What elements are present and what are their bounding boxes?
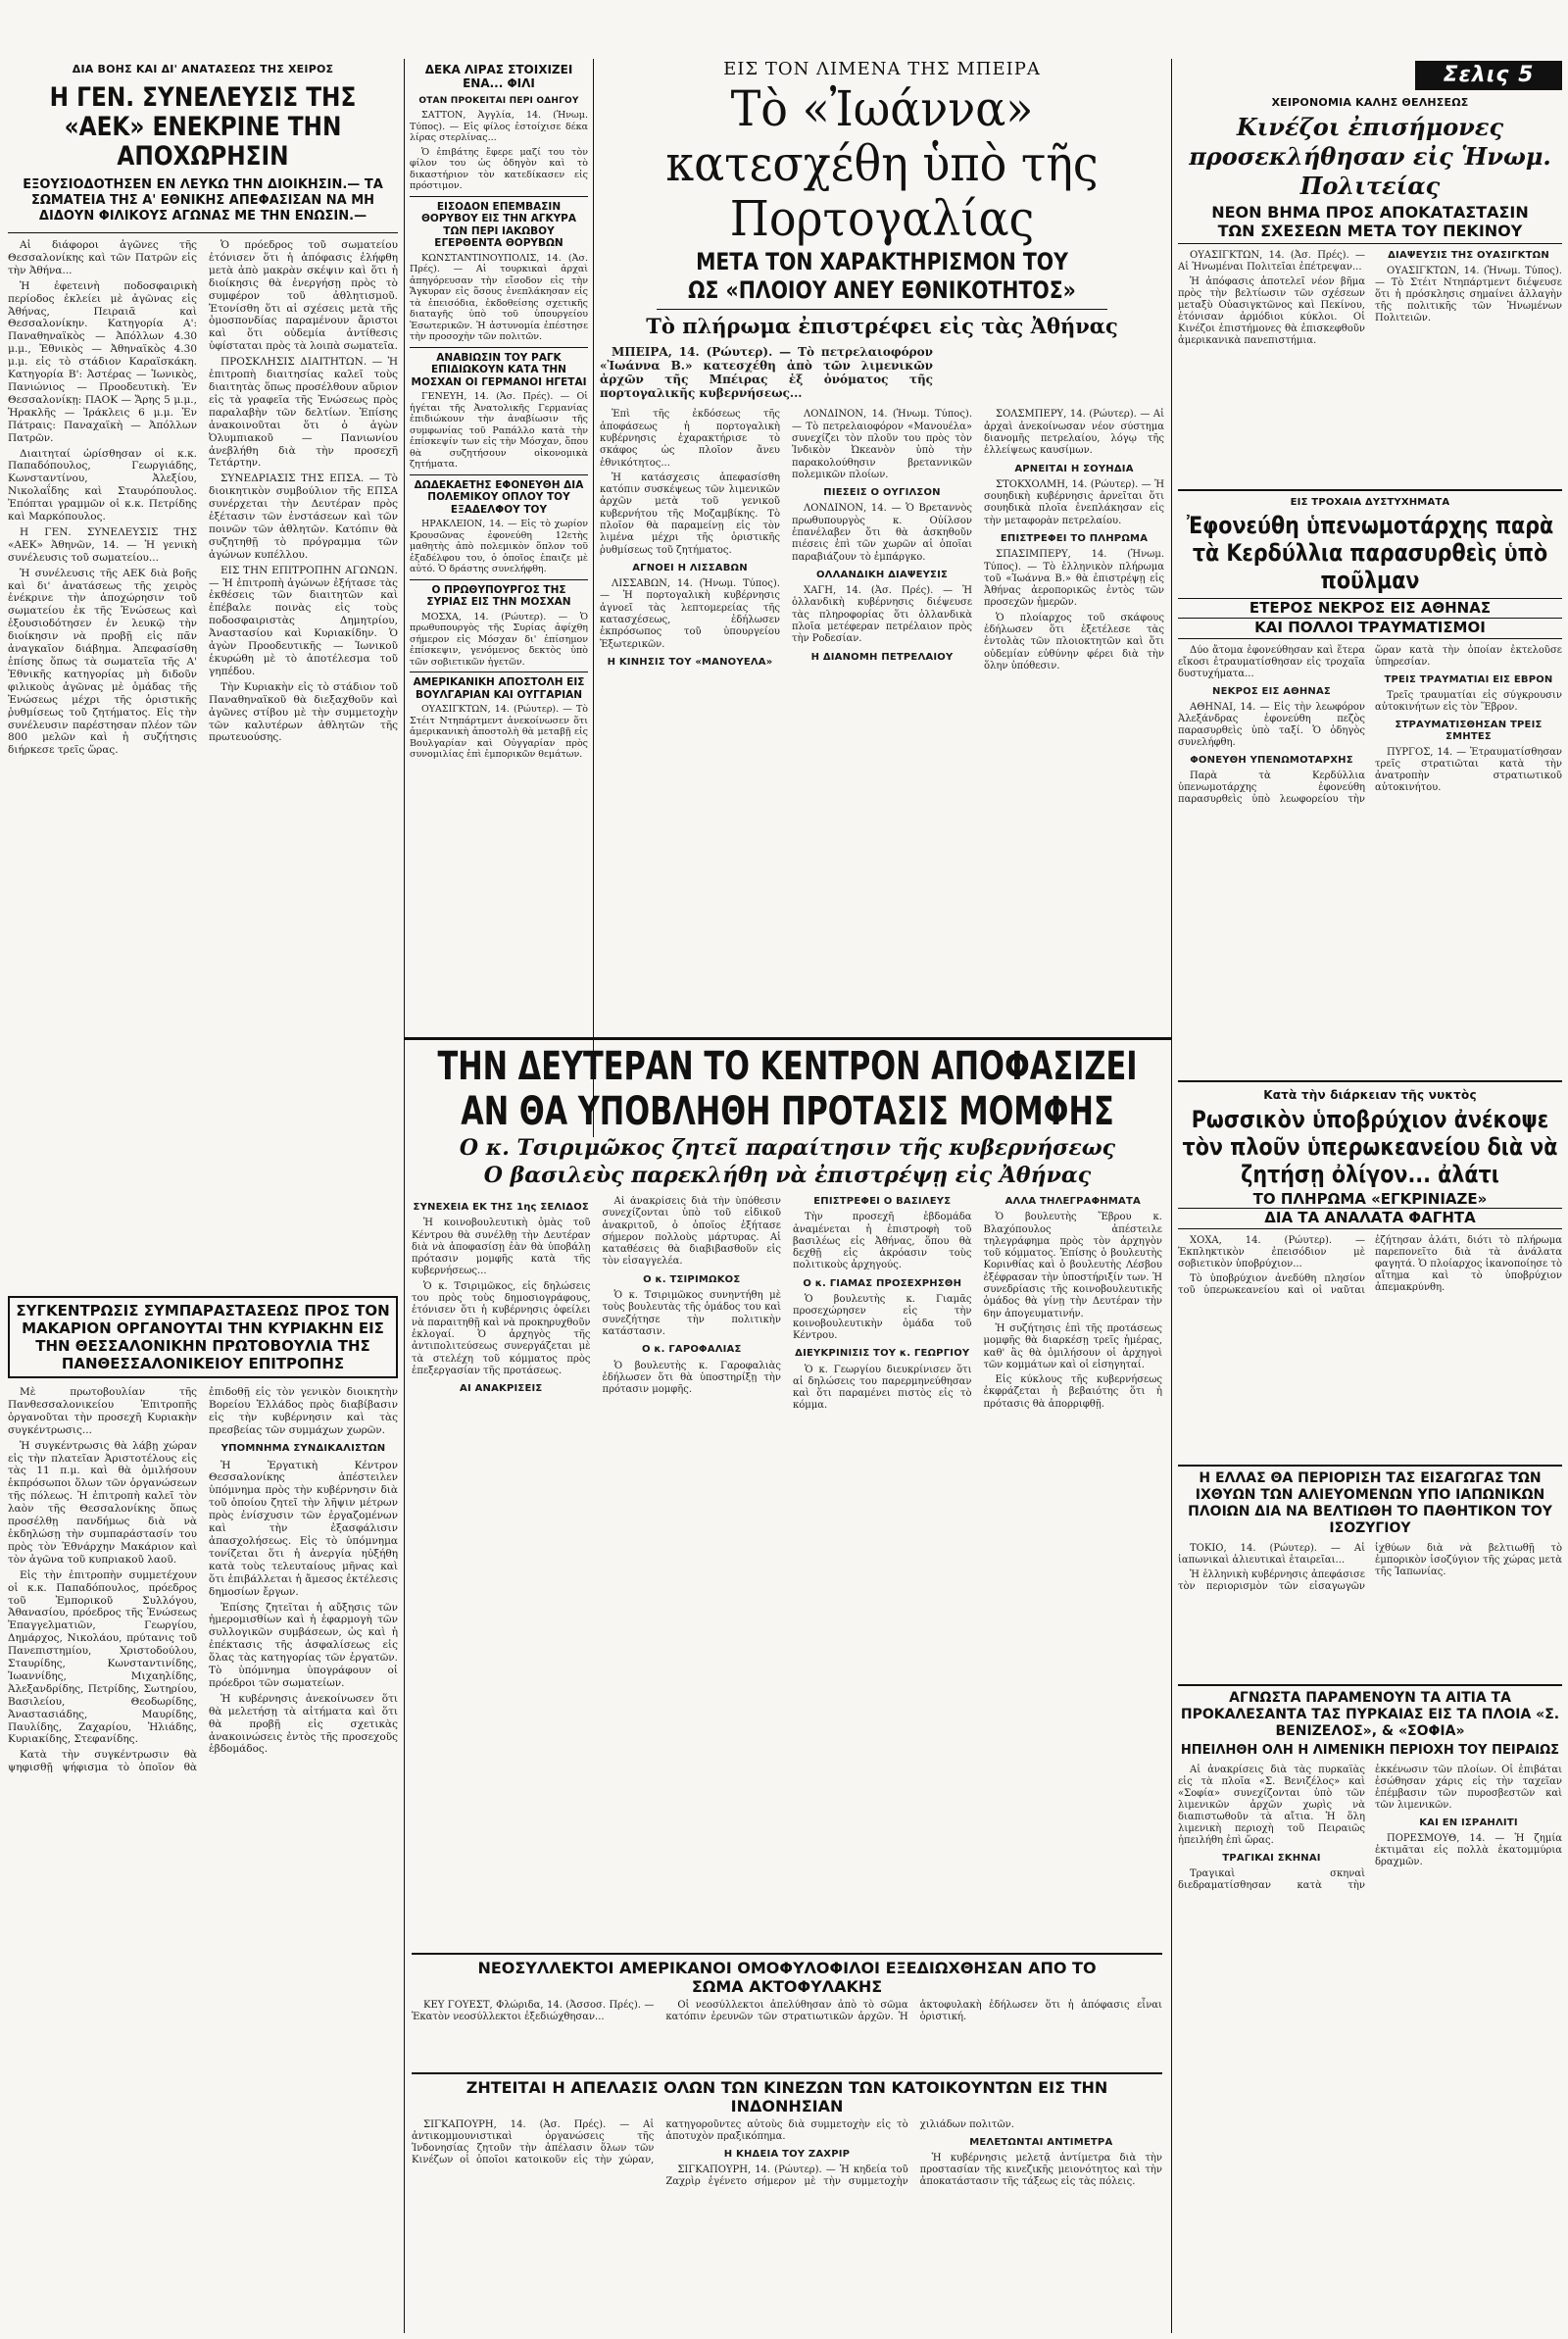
accidents-headline: Ἐφονεύθη ὑπενωμοτάρχης παρὰ τὰ Κερδύλλια παρασυρθεὶς ὑπὸ ποῦλμαν xyxy=(1186,511,1554,594)
aek-deck: ΕΞΟΥΣΙΟΔΟΤΗΣΕΝ ΕΝ ΛΕΥΚΩ ΤΗΝ ΔΙΟΙΚΗΣΙΝ.— ΤΑ ΣΩΜΑΤΕΙΑ ΤΗΣ Α' ΕΘΝΙΚΗΣ ΑΠΕΦΑΣΙΣΑΝ ΝΑ ΜΗ ΔΙΔΟΥΝ ΦΙΛΙΚΟΥΣ ΑΓΩΝΑΣ ΜΕ ΤΗΝ ΕΝΩΣΙΝ.— xyxy=(23,177,383,224)
divider xyxy=(410,347,588,348)
makarios-box xyxy=(8,1296,398,1378)
briefs-body-1: ΣΑΤΤΟΝ, Ἀγγλία, 14. (Ἡνωμ. Τύπος). — Εἰς φίλος ἐστοίχισε δέκα λίρας στερλίνας... Ὁ ἐπιβάτης ἔφερε μαζί του τὸν φίλον του ὡς ὁδηγὸν καὶ τὸ δικαστήριον τὸν κατεδίκασεν εἰς πρόστιμον. xyxy=(410,110,588,191)
divider xyxy=(410,474,588,475)
center-party-banner xyxy=(404,1037,1171,1194)
egsor-headline: ΕΙΣΟΔΟΝ ΕΠΕΜΒΑΣΙΝ ΘΟΡΥΒΟΥ ΕΙΣ ΤΗΝ ΑΓΚΥΡΑ ΤΩΝ ΠΕΡΙ ΙΑΚΩΒΟΥ ΕΓΕΡΘΕΝΤΑ ΘΟΡΥΒΩΝ xyxy=(420,200,577,249)
ioanna-headline: Τὸ «Ἰωάννα» κατεσχέθη ὑπὸ τῆς Πορτογαλίας xyxy=(665,79,1099,247)
fish-headline: Η ΕΛΛΑΣ ΘΑ ΠΕΡΙΟΡΙΣΗ ΤΑΣ ΕΙΣΑΓΩΓΑΣ ΤΩΝ ΙΧΘΥΩΝ ΤΩΝ ΑΛΙΕΥΟΜΕΝΩΝ ΥΠΟ ΙΑΠΩΝΙΚΩΝ ΠΛΟΙΩΝ ΔΙΑ ΝΑ ΒΕΛΤΙΩΘΗ ΤΟ ΠΑΘΗΤΙΚΟΝ ΤΟΥ ΙΣΟΖΥΓΙΟΥ xyxy=(1188,1469,1552,1536)
ioanna-lead: ΜΠΕΙΡΑ, 14. (Ρώυτερ). — Τὸ πετρελαιοφόρον «Ἰωάννα Β.» κατεσχέθη ἀπὸ τῶν λιμενικῶν ἀρχῶν τῆς Μπέιρας ἐξ ὀνόματος τῆς πορτογαλικῆς κυβερνήσεως... xyxy=(600,345,933,401)
divider xyxy=(404,1037,1171,1040)
submarine-deck-1: ΤΟ ΠΛΗΡΩΜΑ «ΕΓΚΡΙΝΙΑΖΕ» xyxy=(1252,1190,1488,1209)
accidents-sub-soldiers: ΣΤΡΑΥΜΑΤΙΣΘΗΣΑΝ ΤΡΕΙΣ ΣΜΗΤΕΣ xyxy=(1395,720,1543,743)
divider xyxy=(412,2072,1162,2074)
twelve-year-old-headline: ΔΩΔΕΚΑΕΤΗΣ ΕΦΟΝΕΥΘΗ ΔΙΑ ΠΟΛΕΜΙΚΟΥ ΟΠΛΟΥ ΤΟΥ ΕΞΑΔΕΛΦΟΥ ΤΟΥ xyxy=(414,478,584,516)
column-rule xyxy=(593,59,594,1137)
makarios-headline: ΣΥΓΚΕΝΤΡΩΣΙΣ ΣΥΜΠΑΡΑΣΤΑΣΕΩΣ ΠΡΟΣ ΤΟΝ ΜΑΚΑΡΙΟΝ ΟΡΓΑΝΟΥΤΑΙ ΤΗΝ ΚΥΡΙΑΚΗΝ ΕΙΣ ΤΗΝ ΘΕΣΣΑΛΟΝΙΚΗΝ ΠΡΩΤΟΒΟΥΛΙΑ ΤΗΣ ΠΑΝΘΕΣΣΑΛΟΝΙΚΕΙΟΥ ΕΠΙΤΡΟΠΗΣ xyxy=(16,1302,390,1372)
indonesia-sub-funeral: Η ΚΗΔΕΙΑ ΤΟΥ ΖΑΧΡΙΡ xyxy=(723,2149,851,2160)
submarine-headline: Ρωσσικὸν ὑποβρύχιον ἀνέκοψε τὸν πλοῦν ὑπερωκεανείου διὰ νὰ ζητήσῃ ὀλίγον... ἀλάτι xyxy=(1182,1106,1558,1189)
sub-tsirimokos: Ο κ. ΤΣΙΡΙΜΩΚΟΣ xyxy=(643,1273,741,1285)
briefs-body-6: ΟΥΑΣΙΓΚΤΩΝ, 14. (Ρώυτερ). — Τὸ Στέιτ Ντηπάρτμεντ ἀνεκοίνωσεν ὅτι ἀμερικανικὴ ἀποστολὴ θὰ μεταβῇ εἰς Βουλγαρίαν καὶ Οὐγγαρίαν πρὸς συνομιλίας ἐπὶ ἐμπορικῶν θεμάτων. xyxy=(410,704,588,760)
accidents-sub-corporal: ΦΟΝΕΥΘΗ ΥΠΕΝΩΜΟΤΑΡΧΗΣ xyxy=(1190,755,1353,767)
washington-denial-sub: ΔΙΑΨΕΥΣΙΣ ΤΗΣ ΟΥΑΣΙΓΚΤΩΝ xyxy=(1388,249,1549,261)
banner-line-2: ΑΝ ΘΑ ΥΠΟΒΛΗΘΗ ΠΡΟΤΑΣΙΣ ΜΟΜΦΗΣ xyxy=(461,1089,1114,1134)
ioanna-deck-3: Τὸ πλήρωμα ἐπιστρέφει εἰς τὰς Ἀθήνας xyxy=(646,314,1118,339)
fires-deck: ΗΠΕΙΛΗΘΗ ΟΛΗ Η ΛΙΜΕΝΙΚΗ ΠΕΡΙΟΧΗ ΤΟΥ ΠΕΙΡΑΙΩΣ xyxy=(1180,1742,1560,1758)
ioanna-body: Ἐπὶ τῆς ἐκδόσεως τῆς ἀποφάσεως ἡ πορτογαλικὴ κυβέρνησις ἐχαρακτήρισε τὸ σκάφος ὡς πλοῖον ἄνευ ἐθνικότητος... Ἡ κατάσχεσις ἀπεφασίσθη κατόπιν συσκέψεως τῶν λιμενικῶν ἀρχῶν μετὰ τοῦ γενικοῦ κυβερνήτου τῆς Μοζαμβίκης. Τὸ πλοῖον θὰ παραμείνῃ εἰς τὸν λιμένα μέχρι τῆς ὁριστικῆς ῥυθμίσεως τοῦ ζητήματος. ΑΓΝΟΕΙ Η ΛΙΣΣΑΒΩΝ ΛΙΣΣΑΒΩΝ, 14. (Ἡνωμ. Τύπος). — Ἡ πορτογαλικὴ κυβέρνησις ἀγνοεῖ τὰς λεπτομερείας τῆς κατασχέσεως, ἐδήλωσεν ἐκπρόσωπος τοῦ ὑπουργείου Ἐξωτερικῶν. Η ΚΙΝΗΣΙΣ ΤΟΥ «ΜΑΝΟΥΕΛΑ» ΛΟΝΔΙΝΟΝ, 14. (Ἡνωμ. Τύπος). — Τὸ πετρελαιοφόρον «Μανουέλα» συνεχίζει τὸν πλοῦν του πρὸς τὸν Ἰνδικὸν Ὠκεανὸν ὑπὸ τὴν παρακολούθησιν βρεταννικῶν πολεμικῶν πλοίων. ΠΙΕΣΕΙΣ Ο ΟΥΓΙΛΣΟΝ ΛΟΝΔΙΝΟΝ, 14. — Ὁ Βρεταννὸς πρωθυπουργὸς κ. Οὐίλσον ἐπανέλαβεν ὅτι θὰ ἀσκηθοῦν πιέσεις ἐπὶ τῶν χωρῶν αἱ ὁποῖαι παραβιάζουν τὸ ἐμπάργκο. ΟΛΛΑΝΔΙΚΗ ΔΙΑΨΕΥΣΙΣ ΧΑΓΗ, 14. (Ἀσ. Πρές). — Ἡ ὁλλανδικὴ κυβέρνησις διέψευσε τὰς πληροφορίας ὅτι ὁλλανδικὰ πλοῖα μετέφεραν πετρέλαιον πρὸς τὴν Ροδεσίαν. Η ΔΙΑΝΟΜΗ ΠΕΤΡΕΛΑΙΟΥ ΣΟΛΣΜΠΕΡΥ, 14. (Ρώυτερ). — Αἱ ἀρχαὶ ἀνεκοίνωσαν νέον σύστημα διανομῆς πετρελαίου, λόγῳ τῆς ἐλλείψεως καυσίμων. ΑΡΝΕΙΤΑΙ Η ΣΟΥΗΔΙΑ ΣΤΟΚΧΟΛΜΗ, 14. (Ρώυτερ). — Ἡ σουηδικὴ κυβέρνησις ἀρνεῖται ὅτι σουηδικὰ πλοῖα ἐνεπλάκησαν εἰς τὴν μεταφορὰν πετρελαίου. ΕΠΙΣΤΡΕΦΕΙ ΤΟ ΠΛΗΡΩΜΑ ΣΠΑΣΙΜΠΕΡΥ, 14. (Ἡνωμ. Τύπος). — Τὸ ἑλληνικὸν πλήρωμα τοῦ «Ἰωάννα Β.» θὰ ἐπιστρέψῃ εἰς Ἀθήνας ἀεροπορικῶς ἐντὸς τῶν προσεχῶν ἡμερῶν. Ὁ πλοίαρχος τοῦ σκάφους ἐδήλωσεν ὅτι ἐξετέλεσε τὰς ἐντολὰς τῶν πλοιοκτητῶν καὶ ὅτι οὐδεμίαν εὐθύνην φέρει διὰ τὴν ὅλην ὑπόθεσιν. xyxy=(600,409,1164,672)
divider xyxy=(1178,1684,1562,1686)
divider xyxy=(410,196,588,197)
china-deck-2: ΤΩΝ ΣΧΕΣΕΩΝ ΜΕΤΑ ΤΟΥ ΠΕΚΙΝΟΥ xyxy=(1178,224,1562,244)
ioanna-sub-dutch: ΟΛΛΑΝΔΙΚΗ ΔΙΑΨΕΥΣΙΣ xyxy=(815,569,949,580)
banner-sub-1: Ο κ. Τσιριμῶκος ζητεῖ παραίτησιν τῆς κυβερνήσεως xyxy=(459,1135,1116,1161)
briefs-column xyxy=(410,61,588,1139)
rapallo-headline: ΑΝΑΒΙΩΣΙΝ ΤΟΥ ΡΑΓΚ ΕΠΙΔΙΩΚΟΥΝ ΚΑΤΑ ΤΗΝ ΜΟΣΧΑΝ ΟΙ ΓΕΡΜΑΝΟΙ ΗΓΕΤΑΙ xyxy=(411,351,587,388)
fires-sub-scenes: ΤΡΑΓΙΚΑΙ ΣΚΗΝΑΙ xyxy=(1222,1852,1321,1864)
sub-telegrams: ΑΛΛΑ ΤΗΛΕΓΡΑΦΗΜΑΤΑ xyxy=(1004,1196,1141,1207)
divider xyxy=(412,1953,1162,1955)
sub-giamas: Ο κ. ΓΙΑΜΑΣ ΠΡΟΣΕΧΡΗΣΘΗ xyxy=(803,1277,962,1289)
aek-article xyxy=(8,61,398,2333)
right-column: Σελις 5 ΧΕΙΡΟΝΟΜΙΑ ΚΑΛΗΣ ΘΕΛΗΣΕΩΣ Κινέζοι ἐπισήμονες προσεκλήθησαν εἰς Ἡνωμ. Πολιτείας ΝΕΟΝ ΒΗΜΑ ΠΡΟΣ ΑΠΟΚΑΤΑΣΤΑΣΙΝ ΤΩΝ ΣΧΕΣΕΩΝ ΜΕΤΑ ΤΟΥ ΠΕΚΙΝΟΥ ΟΥΑΣΙΓΚΤΩΝ, 14. (Ἀσ. Πρές). — Αἱ Ἡνωμέναι Πολιτεῖαι ἐπέτρεψαν... Ἡ ἀπόφασις ἀποτελεῖ νέον βῆμα πρὸς τὴν βελτίωσιν τῶν σχέσεων μεταξὺ Οὐασιγκτῶνος καὶ Πεκίνου, ἐτόνισαν ἀρμόδιοι κύκλοι. Οἱ Κινέζοι ἐπιστήμονες θὰ ἐπισκεφθοῦν ἀμερικανικὰ πανεπιστήμια. ΔΙΑΨΕΥΣΙΣ ΤΗΣ ΟΥΑΣΙΓΚΤΩΝ ΟΥΑΣΙΓΚΤΩΝ, 14. (Ἡνωμ. Τύπος). — Τὸ Στέιτ Ντηπάρτμεντ διέψευσε ὅτι ἡ πρόσκλησις σημαίνει ἀλλαγὴν τῆς πολιτικῆς τῶν Ἡνωμένων Πολιτειῶν. ΕΙΣ ΤΡΟΧΑΙΑ ΔΥΣΤΥΧΗΜΑΤΑ Ἐφονεύθη ὑπενωμοτάρχης παρὰ τὰ Κερδύλλια παρασυρθεὶς ὑπὸ ποῦλμαν ΕΤΕΡΟΣ ΝΕΚΡΟΣ ΕΙΣ ΑΘΗΝΑΣ ΚΑΙ ΠΟΛΛΟΙ ΤΡΑΥΜΑΤΙΣΜΟΙ Δύο ἄτομα ἐφονεύθησαν καὶ ἕτερα εἴκοσι ἐτραυματίσθησαν εἰς τροχαῖα δυστυχήματα... ΝΕΚΡΟΣ ΕΙΣ ΑΘΗΝΑΣ ΑΘΗΝΑΙ, 14. — Εἰς τὴν λεωφόρον Ἀλεξάνδρας ἐφονεύθη πεζὸς παρασυρθεὶς ὑπὸ ταξί. Ὁ ὁδηγὸς συνελήφθη. ΦΟΝΕΥΘΗ ΥΠΕΝΩΜΟΤΑΡΧΗΣ Παρὰ τὰ Κερδύλλια ὑπενωμοτάρχης ἐφονεύθη παρασυρθεὶς ὑπὸ λεωφορείου τὴν ὥραν κατὰ τὴν ὁποίαν ἐκτελοῦσε ὑπηρεσίαν. ΤΡΕΙΣ ΤΡΑΥΜΑΤΙΑΙ ΕΙΣ ΕΒΡΟΝ Τρεῖς τραυματίαι εἰς σύγκρουσιν αὐτοκινήτων εἰς τὸν Ἕβρον. ΣΤΡΑΥΜΑΤΙΣΘΗΣΑΝ ΤΡΕΙΣ ΣΜΗΤΕΣ ΠΥΡΓΟΣ, 14. — Ἐτραυματίσθησαν τρεῖς στρατιῶται κατὰ τὴν ἀνατροπὴν στρατιωτικοῦ αὐτοκινήτου. Κατὰ τὴν διάρκειαν τῆς νυκτὸς Ρωσσικὸν ὑποβρύχιον ἀνέκοψε τὸν πλοῦν ὑπερωκεανείου διὰ νὰ ζητήσῃ ὀλίγον... ἀλάτι ΤΟ ΠΛΗΡΩΜΑ «ΕΓΚΡΙΝΙΑΖΕ» ΔΙΑ ΤΑ ΑΝΑΛΑΤΑ ΦΑΓΗΤΑ ΧΟΧΑ, 14. (Ρώυτερ). — Ἐκπληκτικὸν ἐπεισόδιον μὲ σοβιετικὸν ὑποβρύχιον... Τὸ ὑποβρύχιον ἀνεδύθη πλησίον τοῦ ὑπερωκεανείου καὶ οἱ ναῦται ἐζήτησαν ἀλάτι, διότι τὸ πλήρωμα παρεπονεῖτο διὰ τὰ ἀνάλατα φαγητά. Ὁ πλοίαρχος ἱκανοποίησε τὸ αἴτημα καὶ τὸ ὑποβρύχιον ἀπεμακρύνθη. Η ΕΛΛΑΣ ΘΑ ΠΕΡΙΟΡΙΣΗ ΤΑΣ ΕΙΣΑΓΩΓΑΣ ΤΩΝ ΙΧΘΥΩΝ ΤΩΝ ΑΛΙΕΥΟΜΕΝΩΝ ΥΠΟ ΙΑΠΩΝΙΚΩΝ ΠΛΟΙΩΝ ΔΙΑ ΝΑ ΒΕΛΤΙΩΘΗ ΤΟ ΠΑΘΗΤΙΚΟΝ ΤΟΥ ΙΣΟΖΥΓΙΟΥ ΤΟΚΙΟ, 14. (Ρώυτερ). — Αἱ ἰαπωνικαὶ ἁλιευτικαὶ ἑταιρεῖαι... Ἡ ἑλληνικὴ κυβέρνησις ἀπεφάσισε τὸν περιορισμὸν τῶν εἰσαγωγῶν ἰχθύων διὰ νὰ βελτιωθῇ τὸ ἐμπορικὸν ἰσοζύγιον τῆς χώρας μετὰ τῆς Ἰαπωνίας. ΑΓΝΩΣΤΑ ΠΑΡΑΜΕΝΟΥΝ ΤΑ ΑΙΤΙΑ ΤΑ ΠΡΟΚΑΛΕΣΑΝΤΑ ΤΑΣ ΠΥΡΚΑΙΑΣ ΕΙΣ ΤΑ ΠΛΟΙΑ «Σ. ΒΕΝΙΖΕΛΟΣ», & «ΣΟΦΙΑ» ΗΠΕΙΛΗΘΗ ΟΛΗ Η ΛΙΜΕΝΙΚΗ ΠΕΡΙΟΧΗ ΤΟΥ ΠΕΙΡΑΙΩΣ Αἱ ἀνακρίσεις διὰ τὰς πυρκαϊὰς εἰς τὰ πλοῖα «Σ. Βενιζέλος» καὶ «Σοφία» συνεχίζονται ὑπὸ τῶν λιμενικῶν ἀρχῶν χωρὶς νὰ διαπιστωθοῦν τὰ αἴτια. Ἡ ὅλη λιμενικὴ περιοχὴ τοῦ Πειραιῶς ἠπειλήθη ἐπὶ ὥρας. ΤΡΑΓΙΚΑΙ ΣΚΗΝΑΙ Τραγικαὶ σκηναὶ διεδραματίσθησαν κατὰ τὴν ἐκκένωσιν τῶν πλοίων. Οἱ ἐπιβάται ἐσώθησαν χάρις εἰς τὴν ταχεῖαν ἐπέμβασιν τῶν πυροσβεστῶν καὶ τῶν λιμενικῶν. ΚΑΙ ΕΝ ΙΣΡΑΗΛΙΤΙ ΠΟΡΕΣΜΟΥΘ, 14. — Ἡ ζημία ἐκτιμᾶται εἰς πολλὰ ἑκατομμύρια δραχμῶν. xyxy=(1178,63,1562,1891)
ioanna-kicker: ΕΙΣ ΤΟΝ ΛΙΜΕΝΑ ΤΗΣ ΜΠΕΙΡΑ xyxy=(723,61,1041,79)
banner-line-1: ΤΗΝ ΔΕΥΤΕΡΑΝ ΤΟ ΚΕΝΤΡΟΝ ΑΠΟΦΑΣΙΖΕΙ xyxy=(437,1044,1138,1089)
sub-georgiou: ΔΙΕΥΚΡΙΝΙΣΙΣ ΤΟΥ κ. ΓΕΩΡΓΙΟΥ xyxy=(795,1348,970,1360)
column-rule xyxy=(404,59,405,2333)
indonesia-headline: ΖΗΤΕΙΤΑΙ Η ΑΠΕΛΑΣΙΣ ΟΛΩΝ ΤΩΝ ΚΙΝΕΖΩΝ ΤΩΝ ΚΑΤΟΙΚΟΥΝΤΩΝ ΕΙΣ ΤΗΝ ΙΝΔΟΝΗΣΙΑΝ xyxy=(466,2078,1108,2115)
briefs-body-4: ΗΡΑΚΛΕΙΟΝ, 14. — Εἰς τὸ χωρίον Κρουσῶνας ἐφονεύθη 12ετὴς μαθητὴς ἀπὸ πολεμικὸν ὅπλον τοῦ ἐξαδέλφου του, ὁ ὁποῖος ἐπαιζε μὲ αὐτό. Ὁ δράστης συνελήφθη. xyxy=(410,519,588,574)
china-kicker: ΧΕΙΡΟΝΟΜΙΑ ΚΑΛΗΣ ΘΕΛΗΣΕΩΣ xyxy=(1271,96,1469,109)
syria-headline: Ο ΠΡΩΘΥΠΟΥΡΓΟΣ ΤΗΣ ΣΥΡΙΑΣ ΕΙΣ ΤΗΝ ΜΟΣΧΑΝ xyxy=(426,583,571,608)
divider xyxy=(8,232,398,233)
briefs-body-2: ΚΩΝΣΤΑΝΤΙΝΟΥΠΟΛΙΣ, 14. (Ἀσ. Πρές). — Αἱ τουρκικαὶ ἀρχαὶ ἀπηγόρευσαν τὴν εἴσοδον εἰς τὴν Ἄγκυραν εἰς ὅσους ἐνεπλάκησαν εἰς τὰ ἐπεισόδια, ἐκδοθείσης σχετικῆς διαταγῆς ὑπὸ τοῦ ὑπουργείου Ἐσωτερικῶν. Ἡ ἀστυνομία ἐπέστησε τὴν προσοχὴν τῶν πολιτῶν. xyxy=(410,252,588,342)
ten-pounds-headline: ΔΕΚΑ ΛΙΡΑΣ ΣΤΟΙΧΙΖΕΙ ΕΝΑ... ΦΙΛΙ xyxy=(424,63,573,90)
ten-pounds-sub: ΟΤΑΝ ΠΡΟΚΕΙΤΑΙ ΠΕΡΙ ΟΔΗΓΟΥ xyxy=(418,96,579,106)
aek-kicker: ΔΙΑ ΒΟΗΣ ΚΑΙ ΔΙ' ΑΝΑΤΑΣΕΩΣ ΤΗΣ ΧΕΙΡΟΣ xyxy=(72,63,334,75)
aek-body: Αἱ διάφοροι ἀγῶνες τῆς Θεσσαλονίκης καὶ τῶν Πατρῶν εἰς τὴν Ἀθήνα... Ἡ ἐφετεινὴ ποδοσφαιρικὴ περίοδος ἐκλείει μὲ ἀγῶνας εἰς Ἀθήνας, Πειραιᾶ καὶ Θεσσαλονίκην. Κατηγορία Α': Παναθηναϊκὸς — Ἀπόλλων 4.30 μ.μ., Ἐθνικὸς — Ἀθηναϊκὸς 4.30 μ.μ. εἰς τὸ στάδιον Καραϊσκάκη. Κατηγορία Β': Ἀστέρας — Ἰωνικὸς, Πανιώνιος — Προοδευτικὴ. Ἐν Θεσσαλονίκῃ: ΠΑΟΚ — Ἄρης 5 μ.μ., Ἡρακλῆς — Ἰράκλεις 6 μ.μ. Ἐν Πάτραις: Παναχαϊκὴ — Ἀπόλλων Πατρῶν. Διαιτηταί ὡρίσθησαν οἱ κ.κ. Παπαδόπουλος, Γεωργιάδης, Κωνσταντίνου, Ἀλεξίου, Νικολαΐδης καὶ Σταυρόπουλος. Ἐπόπται γραμμῶν οἱ κ.κ. Πετρίδης καὶ Μαρκόπουλος. Η ΓΕΝ. ΣΥΝΕΛΕΥΣΙΣ ΤΗΣ «ΑΕΚ» Ἀθηνῶν, 14. — Ἡ γενικὴ συνέλευσις τοῦ σωματείου... Ἡ συνέλευσις τῆς ΑΕΚ διὰ βοῆς καὶ δι' ἀνατάσεως τῆς χειρὸς ἐνέκρινε τὴν ἀποχώρησιν τοῦ σωματείου ἐκ τῆς Ἐνώσεως καὶ ἐξουσιοδότησεν ἐν λευκῷ τὴν διοίκησιν νὰ προβῇ εἰς πᾶν ἀναγκαῖον διάβημα. Ἀπεφασίσθη ἐπίσης ὅπως τὰ σωματεῖα τῆς Α' Ἐθνικῆς κατηγορίας μὴ διδοῦν φιλικοὺς ἀγῶνας μὲ ὁμάδας τῆς Ἐνώσεως μέχρι τῆς ὁριστικῆς ῥυθμίσεως τοῦ ζητήματος. Εἰς τὴν συνέλευσιν παρέστησαν πλέον τῶν 800 μελῶν καὶ ἡ συζήτησις διήρκεσε τρεῖς ὥρας. Ὁ πρόεδρος τοῦ σωματείου ἐτόνισεν ὅτι ἡ ἀπόφασις ἐλήφθη μετὰ ἀπὸ μακρὰν σκέψιν καὶ ὅτι ἡ διοίκησις θὰ ἐνεργήσῃ πρὸς τὸ συμφέρον τοῦ ἀθλητισμοῦ. Ἐτονίσθη ὅτι αἱ σχέσεις μετὰ τῆς ὁμοσπονδίας παραμένουν ἄριστοι καὶ ὅτι οὐδεμία ἀντίθεσις ὑφίσταται πρὸς τὰ λοιπὰ σωματεῖα. ΠΡΟΣΚΛΗΣΙΣ ΔΙΑΙΤΗΤΩΝ. — Ἡ ἐπιτροπὴ διαιτησίας καλεῖ τοὺς διαιτητὰς ὅπως προσέλθουν αὔριον εἰς τὰ γραφεῖα τῆς Ἐνώσεως πρὸς παραλαβὴν τῶν δελτίων. Ἐπίσης ἀνακοινοῦται ὅτι ὁ ἀγὼν Ὀλυμπιακοῦ — Πανιωνίου ἀνεβλήθη διὰ τὴν προσεχῆ Τετάρτην. ΣΥΝΕΔΡΙΑΣΙΣ ΤΗΣ ΕΠΣΑ. — Τὸ διοικητικὸν συμβούλιον τῆς ΕΠΣΑ συνέρχεται τὴν Δευτέραν πρὸς ἐξέτασιν τῶν ἐνστάσεων καὶ τῶν ποινῶν τῶν ἀθλητῶν. Κατόπιν θὰ συζητηθῇ τὸ πρόγραμμα τῶν ἀγώνων κυπέλλου. ΕΙΣ ΤΗΝ ΕΠΙΤΡΟΠΗΝ ΑΓΩΝΩΝ. — Ἡ ἐπιτροπὴ ἀγώνων ἐξήτασε τὰς ἐκθέσεις τῶν διαιτητῶν καὶ ἐπέβαλε ποινὰς εἰς τοὺς ποδοσφαιριστὰς Δημητρίου, Ἀναστασίου καὶ Κυριακίδην. Ὁ ἀγὼν Προοδευτικῆς — Ἰωνικοῦ ἐκυρώθη μὲ τὸ ἀποτέλεσμα τοῦ γηπέδου. Τὴν Κυριακὴν εἰς τὸ στάδιον τοῦ Παναθηναϊκοῦ θὰ διεξαχθοῦν καὶ ἀγῶνες στίβου μὲ τὴν συμμετοχὴν τῶν καλυτέρων ἀθλητῶν τῆς πρωτευούσης. xyxy=(8,239,398,757)
ioanna-sub-manuela: Η ΚΙΝΗΣΙΣ ΤΟΥ «ΜΑΝΟΥΕΛΑ» xyxy=(607,656,773,668)
accidents-deck-2: ΚΑΙ ΠΟΛΛΟΙ ΤΡΑΥΜΑΤΙΣΜΟΙ xyxy=(1178,618,1562,639)
divider xyxy=(1178,1465,1562,1467)
china-deck-1: ΝΕΟΝ ΒΗΜΑ ΠΡΟΣ ΑΠΟΚΑΤΑΣΤΑΣΙΝ xyxy=(1211,203,1529,222)
ioanna-sub-lisbon: ΑΓΝΟΕΙ Η ΛΙΣΣΑΒΩΝ xyxy=(632,562,748,573)
accidents-sub-athens: ΝΕΚΡΟΣ ΕΙΣ ΑΘΗΝΑΣ xyxy=(1212,686,1331,698)
accidents-sub-evros: ΤΡΕΙΣ ΤΡΑΥΜΑΤΙΑΙ ΕΙΣ ΕΒΡΟΝ xyxy=(1384,674,1553,686)
makarios-body: Μὲ πρωτοβουλίαν τῆς Πανθεσσαλονικείου Ἐπιτροπῆς ὀργανοῦται τὴν προσεχῆ Κυριακὴν συγκέντρωσις... Ἡ συγκέντρωσις θὰ λάβῃ χώραν εἰς τὴν πλατεῖαν Ἀριστοτέλους εἰς τὰς 11 π.μ. καὶ θὰ ὁμιλήσουν ἐκπρόσωποι ὅλων τῶν ὀργανώσεων τῆς πόλεως. Ἡ ἐπιτροπὴ καλεῖ τὸν λαὸν τῆς Θεσσαλονίκης ὅπως προσέλθῃ πανδήμως διὰ νὰ ἐκδηλώσῃ τὴν συμπαράστασίν του πρὸς τὸν Ἐθνάρχην Μακάριον καὶ τὸν ἀγῶνα τοῦ κυπριακοῦ λαοῦ. Εἰς τὴν ἐπιτροπὴν συμμετέχουν οἱ κ.κ. Παπαδόπουλος, πρόεδρος τοῦ Ἐμπορικοῦ Συλλόγου, Ἀθανασίου, πρόεδρος τῆς Ἑνώσεως Ἐπαγγελματιῶν, Γεωργίου, Δημάρχος, Νικολάου, πρύτανις τοῦ Πανεπιστημίου, Χριστοδούλου, Σταυρίδης, Κωνσταντινίδης, Ἰωαννίδης, Μιχαηλίδης, Ἀλεξανδρίδης, Πετρίδης, Σωτηρίου, Βασιλείου, Θεοδωρίδης, Ἀναστασιάδης, Μαυρίδης, Παυλίδης, Ζαχαρίου, Ἠλιάδης, Κυριακίδης, Στεφανίδης. Κατὰ τὴν συγκέντρωσιν θὰ ψηφισθῇ ψήφισμα τὸ ὁποῖον θὰ ἐπιδοθῇ εἰς τὸν γενικὸν διοικητὴν Βορείου Ἑλλάδος πρὸς διαβίβασιν εἰς τὴν κυβέρνησιν καὶ τὰς πρεσβείας τῶν συμμάχων χωρῶν. ΥΠΟΜΝΗΜΑ ΣΥΝΔΙΚΑΛΙΣΤΩΝ Ἡ Ἐργατικὴ Κέντρον Θεσσαλονίκης ἀπέστειλεν ὑπόμνημα πρὸς τὴν κυβέρνησιν διὰ τοῦ ὁποίου ζητεῖ τὴν λῆψιν μέτρων πρὸς ἐνίσχυσιν τῶν ἐργαζομένων καὶ τὴν ἐξασφάλισιν ἀπασχολήσεως. Εἰς τὸ ὑπόμνημα τονίζεται ὅτι ἡ ἀνεργία ηὐξήθη κατὰ τοὺς τελευταίους μῆνας καὶ ὅτι ἐπιβάλλεται ἡ ἄμεσος ἐκτέλεσις δημοσίων ἔργων. Ἐπίσης ζητεῖται ἡ αὔξησις τῶν ἡμερομισθίων καὶ ἡ ἐφαρμογὴ τῶν συλλογικῶν συμβάσεων, ὡς καὶ ἡ ἐπέκτασις τῆς ἀσφαλίσεως εἰς ὅλας τὰς κατηγορίας τῶν ἐργατῶν. Τὸ ὑπόμνημα ὑπογράφουν οἱ πρόεδροι τῶν σωματείων. Ἡ κυβέρνησις ἀνεκοίνωσεν ὅτι θὰ μελετήσῃ τὰ αἰτήματα καὶ ὅτι θὰ προβῇ εἰς σχετικὰς ἀνακοινώσεις ἐντὸς τῆς προσεχοῦς ἑβδομάδος. xyxy=(8,1386,398,1774)
briefs-body-3: ΓΕΝΕΥΗ, 14. (Ἀσ. Πρές). — Οἱ ἡγέται τῆς Ἀνατολικῆς Γερμανίας ἐπιδιώκουν τὴν ἀναβίωσιν τῆς συμφωνίας τοῦ Ραπάλλο κατὰ τὴν ἐπίσκεψίν των εἰς τὴν Μόσχαν, ὅπου θὰ συζητήσουν οἰκονομικὰ ζητήματα. xyxy=(410,391,588,470)
aek-headline: Η ΓΕΝ. ΣΥΝΕΛΕΥΣΙΣ ΤΗΣ «ΑΕΚ» ΕΝΕΚΡΙΝΕ ΤΗΝ ΑΠΟΧΩΡΗΣΙΝ xyxy=(49,82,357,172)
divider xyxy=(1178,1080,1562,1082)
fires-sub-israel: ΚΑΙ ΕΝ ΙΣΡΑΗΛΙΤΙ xyxy=(1419,1816,1518,1828)
divider xyxy=(657,309,1108,310)
ioanna-article xyxy=(600,61,1164,1041)
ioanna-sub-wilson: ΠΙΕΣΕΙΣ Ο ΟΥΓΙΛΣΟΝ xyxy=(823,487,941,499)
submarine-deck-2: ΔΙΑ ΤΑ ΑΝΑΛΑΤΑ ΦΑΓΗΤΑ xyxy=(1178,1208,1562,1229)
divider xyxy=(1178,489,1562,491)
china-headline: Κινέζοι ἐπισήμονες προσεκλήθησαν εἰς Ἡνωμ. Πολιτείας xyxy=(1189,113,1551,200)
page-number-logo: Σελις 5 xyxy=(1415,61,1562,90)
ioanna-sub-oil: Η ΔΙΑΝΟΜΗ ΠΕΤΡΕΛΑΙΟΥ xyxy=(810,651,954,663)
coast-guard-headline: ΝΕΟΣΥΛΛΕΚΤΟΙ ΑΜΕΡΙΚΑΝΟΙ ΟΜΟΦΥΛΟΦΙΛΟΙ ΕΞΕΔΙΩΧΘΗΣΑΝ ΑΠΟ ΤΟ ΣΩΜΑ ΑΚΤΟΦΥΛΑΚΗΣ xyxy=(477,1959,1097,1996)
indonesia-sub-measures: ΜΕΛΕΤΩΝΤΑΙ ΑΝΤΙΜΕΤΡΑ xyxy=(969,2137,1113,2148)
center-party-body: ΣΥΝΕΧΕΙΑ ΕΚ ΤΗΣ 1ης ΣΕΛΙΔΟΣ Ἡ κοινοβουλευτικὴ ὁμὰς τοῦ Κέντρου θὰ συνέλθῃ τὴν Δευτέραν διὰ νὰ ἀποφασίσῃ ἐὰν θὰ ὑποβάλῃ πρότασιν μομφῆς κατὰ τῆς κυβερνήσεως... Ὁ κ. Τσιριμῶκος, εἰς δηλώσεις του πρὸς τοὺς δημοσιογράφους, ἐτόνισεν ὅτι ἡ κυβέρνησις ὀφείλει νὰ παραιτηθῇ καὶ νὰ προκηρυχθοῦν ἐκλογαί. Ὁ ἀρχηγὸς τῆς ἀντιπολιτεύσεως συνεργάζεται μὲ τὰ στελέχη τοῦ κόμματος πρὸς ἐπεξεργασίαν τῆς προτάσεως. ΑΙ ΑΝΑΚΡΙΣΕΙΣ Αἱ ἀνακρίσεις διὰ τὴν ὑπόθεσιν συνεχίζονται ὑπὸ τοῦ εἰδικοῦ ἀνακριτοῦ, ὁ ὁποῖος ἐξήτασε σήμερον πολλοὺς μάρτυρας. Αἱ καταθέσεις θὰ διαβιβασθοῦν εἰς τὸν εἰσαγγελέα. Ο κ. ΤΣΙΡΙΜΩΚΟΣ Ὁ κ. Τσιριμῶκος συνηντήθη μὲ τοὺς βουλευτὰς τῆς ὁμάδος του καὶ συνεζήτησε τὴν πολιτικὴν κατάστασιν. Ο κ. ΓΑΡΟΦΑΛΙΑΣ Ὁ βουλευτὴς κ. Γαροφαλιὰς ἐδήλωσεν ὅτι θὰ ὑποστηρίξῃ τὴν πρότασιν μομφῆς. ΕΠΙΣΤΡΕΦΕΙ Ο ΒΑΣΙΛΕΥΣ Τὴν προσεχῆ ἑβδομάδα ἀναμένεται ἡ ἐπιστροφὴ τοῦ βασιλέως εἰς Ἀθήνας, ὅπου θὰ δεχθῇ εἰς ἀκρόασιν τοὺς πολιτικοὺς ἀρχηγούς. Ο κ. ΓΙΑΜΑΣ ΠΡΟΣΕΧΡΗΣΘΗ Ὁ βουλευτὴς κ. Γιαμᾶς προσεχώρησεν εἰς τὴν κοινοβουλευτικὴν ὁμάδα τοῦ Κέντρου. ΔΙΕΥΚΡΙΝΙΣΙΣ ΤΟΥ κ. ΓΕΩΡΓΙΟΥ Ὁ κ. Γεωργίου διευκρίνισεν ὅτι αἱ δηλώσεις του παρερμηνεύθησαν καὶ ὅτι παραμένει πιστὸς εἰς τὸ κόμμα. ΑΛΛΑ ΤΗΛΕΓΡΑΦΗΜΑΤΑ Ὁ βουλευτὴς Ἕβρου κ. Βλαχόπουλος ἀπέστειλε τηλεγράφημα πρὸς τὸν ἀρχηγὸν τοῦ κόμματος. Ἐπίσης ὁ βουλευτὴς Κορινθίας καὶ ὁ βουλευτὴς Λέσβου ἐξέφρασαν τὴν ὑποστήριξίν των. Ἡ συνεδρίασις τῆς κοινοβουλευτικῆς ὁμάδος θὰ γίνῃ τὴν Δευτέραν τὴν 6ην ἀπογευματινήν. Ἡ συζήτησις ἐπὶ τῆς προτάσεως μομφῆς θὰ διαρκέσῃ τρεῖς ἡμέρας, καθ' ἃς θὰ ὁμιλήσουν οἱ ἀρχηγοὶ τῶν κομμάτων καὶ οἱ εἰσηγηταί. Εἰς κύκλους τῆς κυβερνήσεως ἐκφράζεται ἡ βεβαιότης ὅτι ἡ πρότασις θὰ ἀπορριφθῇ. xyxy=(412,1196,1162,1412)
us-mission-headline: ΑΜΕΡΙΚΑΝΙΚΗ ΑΠΟΣΤΟΛΗ ΕΙΣ ΒΟΥΛΓΑΡΙΑΝ ΚΑΙ ΟΥΓΓΑΡΙΑΝ xyxy=(413,676,585,701)
divider xyxy=(410,579,588,580)
ioanna-deck-1: ΜΕΤΑ ΤΟΝ ΧΑΡΑΚΤΗΡΙΣΜΟΝ ΤΟΥ xyxy=(696,247,1068,275)
fires-headline: ΑΓΝΩΣΤΑ ΠΑΡΑΜΕΝΟΥΝ ΤΑ ΑΙΤΙΑ ΤΑ ΠΡΟΚΑΛΕΣΑΝΤΑ ΤΑΣ ΠΥΡΚΑΙΑΣ ΕΙΣ ΤΑ ΠΛΟΙΑ «Σ. ΒΕΝΙΖΕΛΟΣ», & «ΣΟΦΙΑ» xyxy=(1180,1689,1560,1739)
sub-king-returns: ΕΠΙΣΤΡΕΦΕΙ Ο ΒΑΣΙΛΕΥΣ xyxy=(813,1196,952,1207)
sub-interrogations: ΑΙ ΑΝΑΚΡΙΣΕΙΣ xyxy=(460,1383,543,1395)
accidents-deck-1: ΕΤΕΡΟΣ ΝΕΚΡΟΣ ΕΙΣ ΑΘΗΝΑΣ xyxy=(1178,598,1562,617)
briefs-body-5: ΜΟΣΧΑ, 14. (Ρώυτερ). — Ὁ πρωθυπουργὸς τῆς Συρίας ἀφίχθη σήμερον εἰς Μόσχαν δι' ἐπίσημον ἐπίσκεψιν, γενόμενος δεκτὸς ὑπὸ τῶν σοβιετικῶν ἡγετῶν. xyxy=(410,611,588,668)
ioanna-deck-2: ΩΣ «ΠΛΟΙΟΥ ΑΝΕΥ ΕΘΝΙΚΟΤΗΤΟΣ» xyxy=(688,276,1076,305)
accidents-kicker: ΕΙΣ ΤΡΟΧΑΙΑ ΔΥΣΤΥΧΗΜΑΤΑ xyxy=(1290,496,1450,508)
sub-garofalias: Ο κ. ΓΑΡΟΦΑΛΙΑΣ xyxy=(641,1344,742,1356)
syndicalists-subhead: ΥΠΟΜΝΗΜΑ ΣΥΝΔΙΚΑΛΙΣΤΩΝ xyxy=(220,1442,386,1454)
column-rule xyxy=(1171,59,1172,2333)
ioanna-sub-sweden: ΑΡΝΕΙΤΑΙ Η ΣΟΥΗΔΙΑ xyxy=(1014,463,1134,474)
submarine-kicker: Κατὰ τὴν διάρκειαν τῆς νυκτὸς xyxy=(1263,1088,1477,1103)
ioanna-sub-crew: ΕΠΙΣΤΡΕΦΕΙ ΤΟ ΠΛΗΡΩΜΑ xyxy=(1000,532,1149,544)
continued-label: ΣΥΝΕΧΕΙΑ ΕΚ ΤΗΣ 1ης ΣΕΛΙΔΟΣ xyxy=(413,1202,589,1213)
coast-guard-story: ΝΕΟΣΥΛΛΕΚΤΟΙ ΑΜΕΡΙΚΑΝΟΙ ΟΜΟΦΥΛΟΦΙΛΟΙ ΕΞΕΔΙΩΧΘΗΣΑΝ ΑΠΟ ΤΟ ΣΩΜΑ ΑΚΤΟΦΥΛΑΚΗΣ ΚΕΥ ΓΟΥΕΣΤ, Φλώριδα, 14. (Ἀσσοσ. Πρές). — Ἑκατὸν νεοσύλλεκτοι ἐξεδιώχθησαν... Οἱ νεοσύλλεκτοι ἀπελύθησαν ἀπὸ τὸ σῶμα κατόπιν ἐρευνῶν τῶν στρατιωτικῶν ἀρχῶν. Ἡ ἀκτοφυλακὴ ἐδήλωσεν ὅτι ἡ ἀπόφασις εἶναι ὁριστική. ΖΗΤΕΙΤΑΙ Η ΑΠΕΛΑΣΙΣ ΟΛΩΝ ΤΩΝ ΚΙΝΕΖΩΝ ΤΩΝ ΚΑΤΟΙΚΟΥΝΤΩΝ ΕΙΣ ΤΗΝ ΙΝΔΟΝΗΣΙΑΝ ΣΙΓΚΑΠΟΥΡΗ, 14. (Ἀσ. Πρές). — Αἱ ἀντικομμουνιστικαὶ ὀργανώσεις τῆς Ἰνδονησίας ζητοῦν τὴν ἀπέλασιν ὅλων τῶν Κινέζων οἱ ὁποῖοι κατοικοῦν εἰς τὴν χώραν, κατηγοροῦντες αὐτοὺς διὰ συμμετοχὴν εἰς τὸ ἀποτυχὸν πραξικόπημα. Η ΚΗΔΕΙΑ ΤΟΥ ΖΑΧΡΙΡ ΣΙΓΚΑΠΟΥΡΗ, 14. (Ρώυτερ). — Ἡ κηδεία τοῦ Ζαχρὶρ ἐγένετο σήμερον μὲ τὴν συμμετοχὴν χιλιάδων πολιτῶν. ΜΕΛΕΤΩΝΤΑΙ ΑΝΤΙΜΕΤΡΑ Ἡ κυβέρνησις μελετᾷ ἀντίμετρα διὰ τὴν προστασίαν τῆς κινεζικῆς μειονότητος καὶ τὴν ἀποκατάστασιν τῆς τάξεως εἰς τὰς πόλεις. xyxy=(412,1953,1162,2333)
banner-sub-2: Ο βασιλεὺς παρεκλήθη νὰ ἐπιστρέψῃ εἰς Ἀθήνας xyxy=(483,1163,1092,1188)
